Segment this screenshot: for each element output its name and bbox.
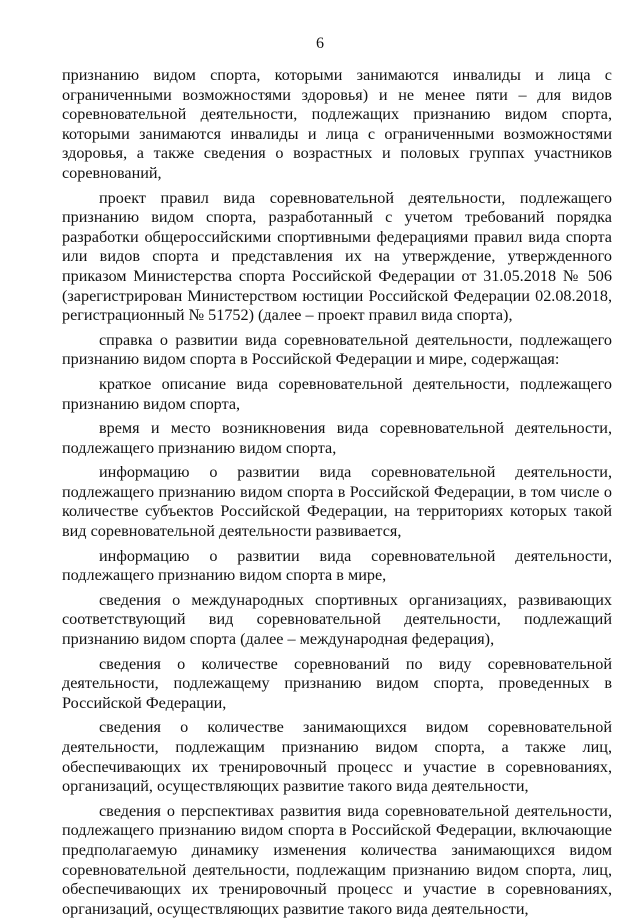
paragraph-brief-description: краткое описание вида соревновательной деятельности, подлежащего признанию видом спорта,	[62, 374, 612, 413]
paragraph-participants-count: сведения о количестве занимающихся видом соревновательной деятельности, подлежащим признанию видом спорта, а также лиц, обеспечивающих их тренировочный процесс и участие в соревнованиях, организаций, осуществляющих развитие такого вида деятельности,	[62, 718, 612, 796]
paragraph-international-organizations: сведения о международных спортивных организациях, развивающих соответствующий вид соревновательной деятельности, подлежащий признанию видом спорта (далее – международная федерация),	[62, 590, 612, 649]
document-body	[62, 66, 612, 924]
page-number: 6	[316, 35, 324, 52]
paragraph-development-russia: информацию о развитии вида соревновательной деятельности, подлежащего признанию видом спорта в Российской Федерации, в том числе о количестве субъектов Российской Федерации, на территориях которых такой вид соревновательной деятельности развивается,	[62, 463, 612, 541]
paragraph-development-world: информацию о развитии вида соревновательной деятельности, подлежащего признанию видом спорта в мире,	[62, 546, 612, 585]
paragraph-competitions-count: сведения о количестве соревнований по виду соревновательной деятельности, подлежащему признанию видом спорта, проведенных в Российской Федерации,	[62, 654, 612, 712]
paragraph-development-reference: справка о развитии вида соревновательной деятельности, подлежащего признанию видом спорта в Российской Федерации и мире, содержащая:	[62, 330, 612, 369]
paragraph-continued: признанию видом спорта, которыми занимаются инвалиды и лица с ограниченными возможностями здоровья) и не менее пяти – для видов соревновательной деятельности, подлежащих признанию видом спорта, которыми занимаются инвалиды и лица с ограниченными возможностями здоровья, а также сведения о возрастных и половых группах участников соревнований,	[62, 66, 612, 182]
paragraph-development-prospects: сведения о перспективах развития вида соревновательной деятельности, подлежащего признанию видом спорта в Российской Федерации, включающие предполагаемую динамику изменения количества занимающихся видом соревновательной деятельности, подлежащим признанию видом спорта, лиц, обеспечивающих их тренировочный процесс и участие в соревнованиях, организаций, осуществляющих развитие такого вида деятельности,	[62, 801, 612, 918]
paragraph-time-and-place: время и место возникновения вида соревновательной деятельности, подлежащего признанию видом спорта,	[62, 419, 612, 457]
paragraph-rules-draft: проект правил вида соревновательной деятельности, подлежащего признанию видом спорта, разработанный с учетом требований порядка разработки общероссийскими спортивными федерациями правил вида спорта или видов спорта и представления их на утверждение, утвержденного приказом Министерства спорта Российской Федерации от 31.05.2018 № 506 (зарегистрирован Министерством юстиции Российской Федерации 02.08.2018, регистрационный № 51752) (далее – проект правил вида спорта),	[62, 188, 612, 325]
